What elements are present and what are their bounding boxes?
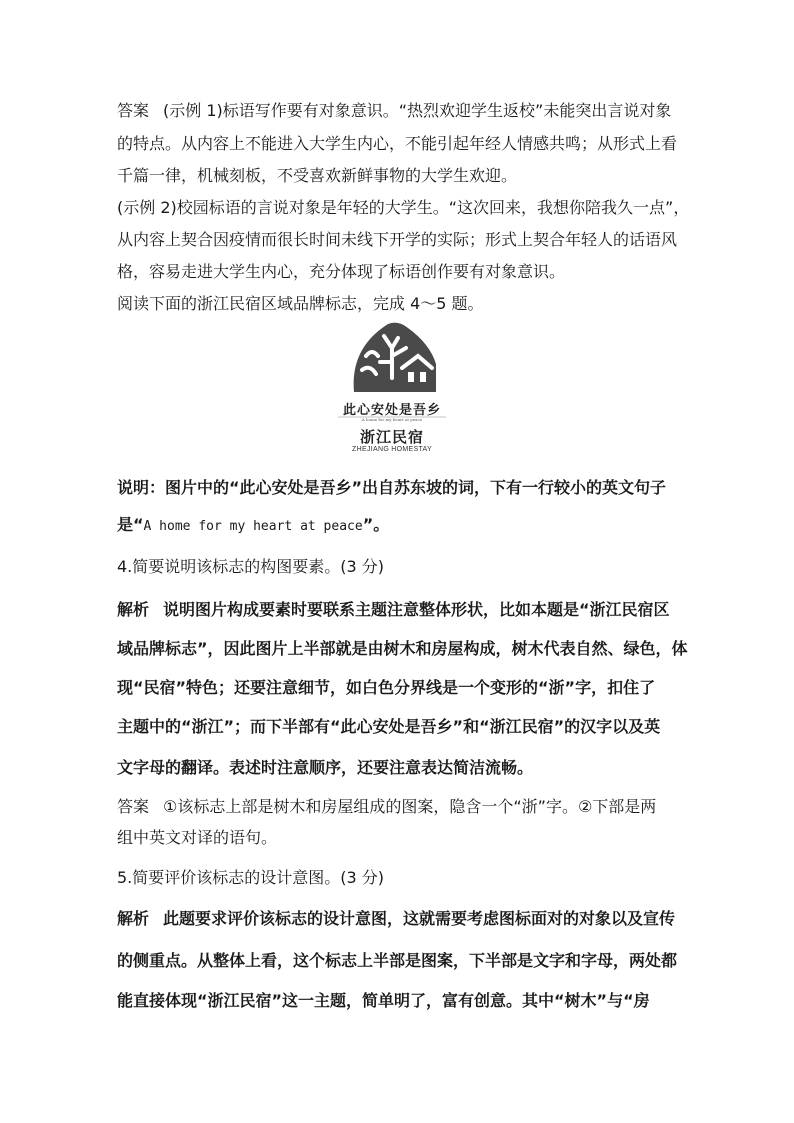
- reading-intro: 阅读下面的浙江民宿区域品牌标志，完成 4～5 题。: [117, 294, 484, 313]
- q5-analysis-line1: 解析 此题要求评价该标志的设计意图，这就需要考虑图标面对的对象以及宣传: [117, 909, 676, 928]
- logo-name: 浙江民宿: [359, 428, 424, 446]
- logo-english: A home for my heart at peace: [361, 417, 423, 422]
- answer3-line1: 答案 (示例 1)标语写作要有对象意识。“热烈欢迎学生返校”未能突出言说对象: [117, 101, 672, 120]
- answer3-line3: 千篇一律，机械刻板，不受喜欢新鲜事物的大学生欢迎。: [117, 166, 518, 185]
- note-line2: 是“A home for my heart at peace”。: [117, 515, 390, 534]
- q5-analysis-line3: 能直接体现“浙江民宿”这一主题，简单明了，富有创意。其中“树木”与“房: [117, 991, 650, 1010]
- q4-analysis-line3: 现“民宿”特色；还要注意细节，如白色分界线是一个变形的“浙”字，扣住了: [117, 678, 656, 697]
- analysis-label: 解析: [117, 909, 150, 928]
- analysis-label: 解析: [117, 600, 150, 619]
- q5-analysis-line2: 的侧重点。从整体上看，这个标志上半部是图案，下半部是文字和字母，两处都: [117, 951, 678, 970]
- answer3-line6: 格，容易走进大学生内心，充分体现了标语创作要有对象意识。: [117, 262, 566, 281]
- q4-answer-line1: 答案 ①该标志上部是树木和房屋组成的图案，隐含一个“浙”字。②下部是两: [117, 797, 657, 816]
- q4-analysis-line2: 域品牌标志”，因此图片上半部就是由树木和房屋构成，树木代表自然、绿色，体: [117, 639, 688, 658]
- q5-title: 5.简要评价该标志的设计意图。(3 分): [117, 868, 385, 887]
- q4-analysis-line1: 解析 说明图片构成要素时要联系主题注意整体形状，比如本题是“浙江民宿区: [117, 600, 670, 619]
- q4-analysis-line5: 文字母的翻译。表述时注意顺序，还要注意表达简洁流畅。: [117, 758, 534, 777]
- answer3-line5: 从内容上契合因疫情而很长时间未线下开学的实际；形式上契合年轻人的话语风: [117, 230, 678, 249]
- answer3-line4: (示例 2)校园标语的言说对象是年轻的大学生。“这次回来，我想你陪我久一点”，: [117, 198, 690, 217]
- q4-title: 4.简要说明该标志的构图要素。(3 分): [117, 557, 385, 576]
- tree-house-icon: [354, 323, 436, 392]
- q4-analysis-line4: 主题中的“浙江”；而下半部有“此心安处是吾乡”和“浙江民宿”的汉字以及英: [117, 717, 661, 736]
- logo-pinyin: ZHEJIANG HOMESTAY: [352, 446, 432, 453]
- q4-answer-line2: 组中英文对译的语句。: [117, 828, 278, 847]
- note-line1: 说明：图片中的“此心安处是吾乡”出自苏东坡的词，下有一行较小的英文句子: [117, 478, 667, 497]
- answer3-line2: 的特点。从内容上不能进入大学生内心，不能引起年经人情感共鸣；从形式上看: [117, 134, 678, 153]
- answer-label: 答案: [117, 101, 150, 120]
- note-english: A home for my heart at peace: [143, 519, 363, 534]
- answer-label: 答案: [117, 797, 150, 816]
- logo-slogan: 此心安处是吾乡: [342, 403, 441, 418]
